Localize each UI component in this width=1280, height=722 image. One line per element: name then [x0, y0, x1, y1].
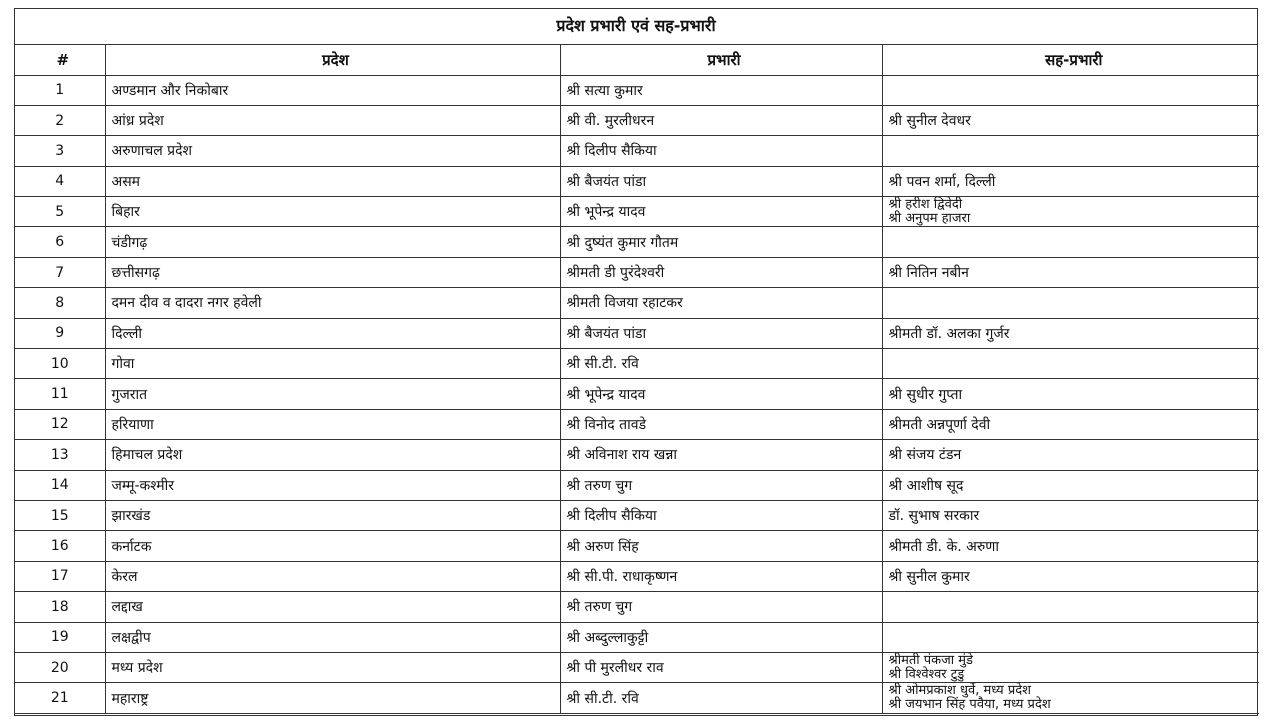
incharge-name: श्री सत्या कुमार: [560, 75, 882, 105]
co-incharge-cell: [882, 531, 1259, 561]
incharge-name: श्री दिलीप सैकिया: [560, 136, 882, 166]
table-row: [15, 409, 1259, 439]
co-incharge-cell: [882, 440, 1259, 470]
row-number: 1: [15, 75, 105, 105]
row-number: 17: [15, 561, 105, 591]
state-name: बिहार: [105, 197, 560, 227]
co-incharge-name: श्री ओमप्रकाश धुर्वे, मध्य प्रदेश: [888, 683, 1031, 698]
row-number: 6: [15, 227, 105, 257]
state-name: अण्डमान और निकोबार: [105, 75, 560, 105]
table-row: [15, 652, 1259, 682]
state-name: आंध्र प्रदेश: [105, 105, 560, 135]
co-incharge-cell: [882, 652, 1259, 682]
co-incharge-name: श्री नितिन नबीन: [888, 265, 969, 282]
state-name: दमन दीव व दादरा नगर हवेली: [105, 288, 560, 318]
incharge-name: श्री पी मुरलीधर राव: [560, 652, 882, 682]
co-incharge-name: डॉ. सुभाष सरकार: [888, 508, 980, 525]
co-incharge-cell: [882, 592, 1259, 622]
header-incharge: प्रभारी: [560, 45, 882, 75]
incharge-name: श्री सी.टी. रवि: [560, 349, 882, 379]
co-incharge-cell: [882, 227, 1259, 257]
state-name: झारखंड: [105, 500, 560, 530]
table-row: [15, 531, 1259, 561]
incharge-table: [15, 45, 1259, 714]
co-incharge-cell: [882, 75, 1259, 105]
co-incharge-name: श्री सुनील कुमार: [888, 568, 970, 585]
table-row: [15, 379, 1259, 409]
co-incharge-cell: [882, 288, 1259, 318]
co-incharge-cell: [882, 683, 1259, 713]
state-name: लद्दाख: [105, 592, 560, 622]
table-row: [15, 105, 1259, 135]
row-number: 16: [15, 531, 105, 561]
table-row: [15, 75, 1259, 105]
row-number: 2: [15, 105, 105, 135]
co-incharge-name: श्री सुनील देवधर: [888, 113, 971, 130]
incharge-name: श्री दुष्यंत कुमार गौतम: [560, 227, 882, 257]
row-number: 13: [15, 440, 105, 470]
table-row: [15, 166, 1259, 196]
row-number: 18: [15, 592, 105, 622]
co-incharge-cell: [882, 500, 1259, 530]
table-row: [15, 136, 1259, 166]
co-incharge-name: श्रीमती डॉ. अलका गुर्जर: [888, 325, 1010, 342]
row-number: 9: [15, 318, 105, 348]
incharge-name: श्री भूपेन्द्र यादव: [560, 379, 882, 409]
state-name: गुजरात: [105, 379, 560, 409]
row-number: 5: [15, 197, 105, 227]
incharge-name: श्री सी.पी. राधाकृष्णन: [560, 561, 882, 591]
co-incharge-name: श्री सुधीर गुप्ता: [888, 386, 963, 403]
row-number: 15: [15, 500, 105, 530]
co-incharge-name: श्री हरीश द्विवेदी: [888, 196, 963, 212]
row-number: 19: [15, 622, 105, 652]
incharge-name: श्रीमती विजया रहाटकर: [560, 288, 882, 318]
co-incharge-cell: [882, 622, 1259, 652]
co-incharge-name: श्री संजय टंडन: [888, 447, 962, 464]
header-number: #: [15, 45, 105, 75]
document-sheet: [14, 8, 1258, 716]
table-row: [15, 318, 1259, 348]
state-name: असम: [105, 166, 560, 196]
co-incharge-name: श्री आशीष सूद: [888, 477, 964, 494]
table-row: [15, 592, 1259, 622]
row-number: 14: [15, 470, 105, 500]
co-incharge-cell: [882, 318, 1259, 348]
state-name: जम्मू-कश्मीर: [105, 470, 560, 500]
row-number: 10: [15, 349, 105, 379]
row-number: 21: [15, 683, 105, 713]
table-row: [15, 683, 1259, 713]
incharge-name: श्री अब्दुल्लाकुट्टी: [560, 622, 882, 652]
state-name: कर्नाटक: [105, 531, 560, 561]
co-incharge-cell: [882, 561, 1259, 591]
table-row: [15, 288, 1259, 318]
incharge-name: श्री बैजयंत पांडा: [560, 318, 882, 348]
co-incharge-cell: [882, 166, 1259, 196]
co-incharge-cell: [882, 409, 1259, 439]
co-incharge-name: श्रीमती अन्नपूर्णा देवी: [888, 416, 991, 433]
co-incharge-name: श्रीमती डी. के. अरुणा: [888, 538, 999, 555]
co-incharge-name: श्रीमती पंकजा मुंडे: [888, 652, 973, 668]
incharge-name: श्री तरुण चुग: [560, 470, 882, 500]
co-incharge-name: श्री जयभान सिंह पवैया, मध्य प्रदेश: [888, 697, 1051, 712]
table-row: [15, 500, 1259, 530]
incharge-name: श्री भूपेन्द्र यादव: [560, 197, 882, 227]
row-number: 20: [15, 652, 105, 682]
state-name: हरियाणा: [105, 409, 560, 439]
document-title: प्रदेश प्रभारी एवं सह-प्रभारी: [15, 9, 1257, 45]
incharge-name: श्री सी.टी. रवि: [560, 683, 882, 713]
co-incharge-cell: [882, 136, 1259, 166]
table-row: [15, 257, 1259, 287]
row-number: 3: [15, 136, 105, 166]
co-incharge-cell: [882, 470, 1259, 500]
table-row: [15, 470, 1259, 500]
state-name: गोवा: [105, 349, 560, 379]
table-body: [15, 75, 1259, 713]
table-row: [15, 197, 1259, 227]
co-incharge-cell: [882, 257, 1259, 287]
state-name: दिल्ली: [105, 318, 560, 348]
co-incharge-name: श्री विश्वेश्वर टुडु: [888, 666, 965, 682]
state-name: महाराष्ट्र: [105, 683, 560, 713]
state-name: मध्य प्रदेश: [105, 652, 560, 682]
table-row: [15, 561, 1259, 591]
state-name: लक्षद्वीप: [105, 622, 560, 652]
co-incharge-cell: [882, 105, 1259, 135]
row-number: 11: [15, 379, 105, 409]
table-row: [15, 227, 1259, 257]
incharge-name: श्री अविनाश राय खन्ना: [560, 440, 882, 470]
incharge-name: श्री विनोद तावडे: [560, 409, 882, 439]
co-incharge-name: श्री पवन शर्मा, दिल्ली: [888, 173, 996, 190]
state-name: केरल: [105, 561, 560, 591]
co-incharge-name: श्री अनुपम हाजरा: [888, 210, 971, 226]
table-row: [15, 349, 1259, 379]
state-name: अरुणाचल प्रदेश: [105, 136, 560, 166]
row-number: 12: [15, 409, 105, 439]
row-number: 8: [15, 288, 105, 318]
table-row: [15, 622, 1259, 652]
state-name: चंडीगढ़: [105, 227, 560, 257]
incharge-name: श्री वी. मुरलीधरन: [560, 105, 882, 135]
state-name: छत्तीसगढ़: [105, 257, 560, 287]
table-header-row: [15, 45, 1259, 75]
row-number: 4: [15, 166, 105, 196]
state-name: हिमाचल प्रदेश: [105, 440, 560, 470]
co-incharge-cell: [882, 379, 1259, 409]
incharge-name: श्री बैजयंत पांडा: [560, 166, 882, 196]
table-row: [15, 440, 1259, 470]
incharge-name: श्री दिलीप सैकिया: [560, 500, 882, 530]
co-incharge-cell: [882, 349, 1259, 379]
row-number: 7: [15, 257, 105, 287]
incharge-name: श्रीमती डी पुरंदेश्वरी: [560, 257, 882, 287]
incharge-name: श्री तरुण चुग: [560, 592, 882, 622]
header-state: प्रदेश: [105, 45, 560, 75]
co-incharge-cell: [882, 197, 1259, 227]
incharge-name: श्री अरुण सिंह: [560, 531, 882, 561]
header-co-incharge: सह-प्रभारी: [882, 45, 1259, 75]
